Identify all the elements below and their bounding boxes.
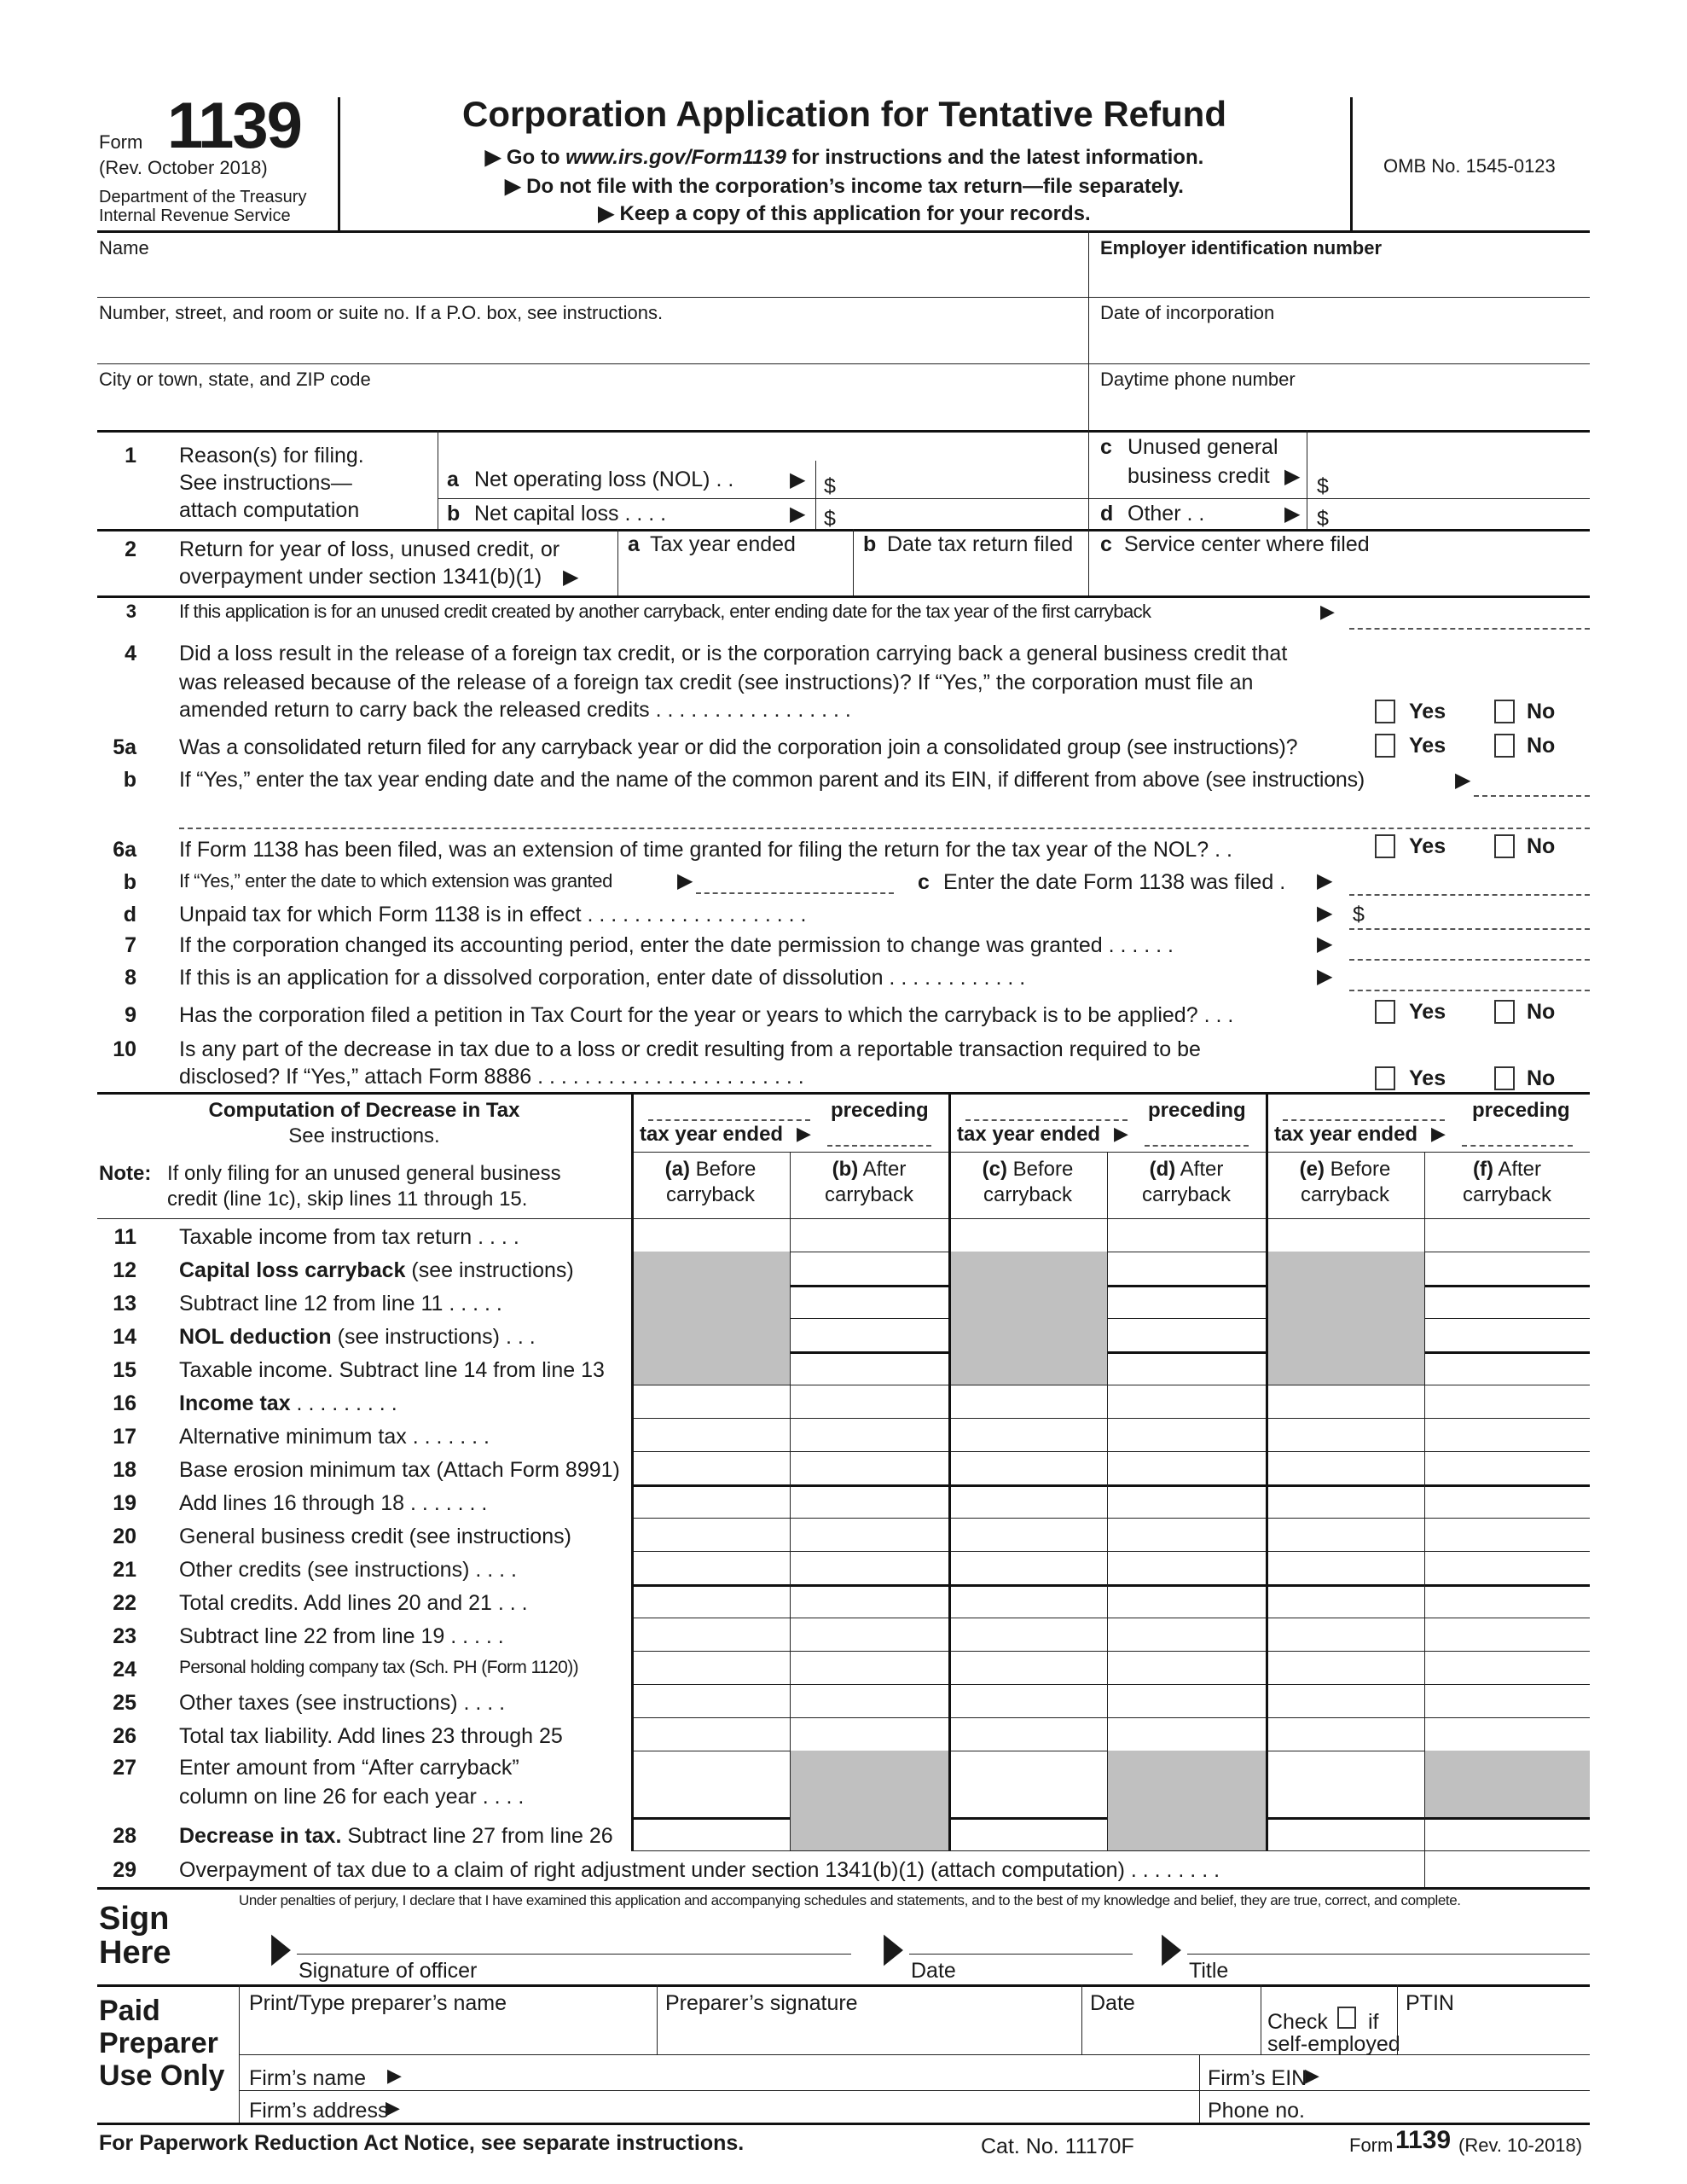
line-28-col-a-input[interactable] [635,1819,786,1849]
line-19-col-d-input[interactable] [1110,1486,1262,1516]
form-number: 1139 [167,90,301,162]
line-19-col-f-input[interactable] [1428,1486,1586,1516]
line-17-col-f-input[interactable] [1428,1420,1586,1449]
arrow-icon [387,2065,402,2087]
line-14-col-f-input[interactable] [1428,1320,1586,1350]
ein-input[interactable] [1100,261,1586,295]
officer-title-input[interactable] [1187,1921,1586,1952]
line-number: 25 [113,1691,136,1715]
firm-phone-input[interactable] [1305,2094,1586,2121]
city-label: City or town, state, and ZIP code [99,369,371,390]
preparer-date-input[interactable] [1090,2018,1252,2049]
line-description: Total tax liability. Add lines 23 through 25 [179,1724,563,1748]
tax-year-ended-label: tax year ended [1274,1123,1418,1146]
phone-input[interactable] [1100,392,1586,427]
line-13-col-b-input[interactable] [793,1287,945,1316]
line-17-col-c-input[interactable] [952,1420,1104,1449]
other-label: Other . . [1128,502,1205,526]
officer-date-input[interactable] [909,1921,1133,1952]
line-20-col-a-input[interactable] [635,1519,786,1549]
line-27-col-c-input[interactable] [952,1752,1104,1815]
line-number: 16 [113,1391,136,1415]
line-15-col-d-input[interactable] [1110,1353,1262,1383]
line-description: Subtract line 22 from line 19 . . . . . [179,1624,504,1648]
dollar-sign: $ [1353,903,1365,926]
line-17-col-b-input[interactable] [793,1420,945,1449]
line-number: 11 [113,1225,136,1249]
arrow-icon [505,175,520,198]
arrow-icon [1305,2065,1319,2087]
form-label: Form [99,131,143,153]
incorporation-date-label: Date of incorporation [1100,302,1275,323]
line-description: Other credits (see instructions) . . . . [179,1558,517,1582]
table-row [97,1651,1590,1684]
line-description: Taxable income from tax return . . . . [179,1225,519,1249]
line-27-col-e-input[interactable] [1269,1752,1421,1815]
street-input[interactable] [99,326,1080,360]
line-21-col-f-input[interactable] [1428,1553,1586,1583]
line-number: 21 [113,1558,136,1582]
q10-no-checkbox[interactable] [1494,1066,1515,1090]
line-14-col-b-input[interactable] [793,1320,945,1350]
incorporation-date-input[interactable] [1100,326,1586,360]
line-24-col-c-input[interactable] [952,1653,1104,1682]
line-16-col-c-input[interactable] [952,1386,1104,1416]
line-29-text: Overpayment of tax due to a claim of right adjustment under section 1341(b)(1) (attach computation) . . . . . . . . [179,1858,1220,1882]
phone-label: Daytime phone number [1100,369,1296,390]
paperwork-notice: For Paperwork Reduction Act Notice, see separate instructions. [99,2131,745,2155]
arrow-icon [1162,1925,1181,1972]
arrow-icon [797,1123,811,1145]
table-row [97,1717,1590,1751]
line-25-col-e-input[interactable] [1269,1686,1421,1716]
preceding-label: preceding [831,1099,929,1122]
line-15-col-b-input[interactable] [793,1353,945,1383]
unused-credit-amount-input[interactable] [1336,466,1583,497]
tax-year-ended-input[interactable] [827,1123,931,1145]
computation-title: Computation of Decrease in Tax [208,1099,520,1122]
line-22-col-e-input[interactable] [1269,1586,1421,1616]
line-26-col-e-input[interactable] [1269,1719,1421,1749]
line-number: 19 [113,1491,136,1515]
line-28-col-e-input[interactable] [1269,1819,1421,1849]
first-carryback-date-input[interactable] [1349,602,1590,628]
line-18-col-b-input[interactable] [793,1453,945,1483]
arrow-icon [677,868,693,893]
line-20-col-d-input[interactable] [1110,1519,1262,1549]
unused-credit-label: Unused general [1128,435,1278,459]
line-number: 18 [113,1458,136,1482]
line-description: General business credit (see instructions) [179,1525,571,1548]
year-group-header [948,1092,1266,1150]
line-22-col-b-input[interactable] [793,1586,945,1616]
preceding-label: preceding [1472,1099,1570,1122]
capital-loss-label: Net capital loss . . . . [474,502,667,526]
form-1138-filed-date-input[interactable] [1349,867,1590,892]
shaded-cell [948,1351,1107,1385]
line-28-col-c-input[interactable] [952,1819,1104,1849]
line-26-col-f-input[interactable] [1428,1719,1586,1749]
line-description: Decrease in tax. Subtract line 27 from line 26 [179,1824,613,1848]
line-24-col-e-input[interactable] [1269,1653,1421,1682]
line-26-col-d-input[interactable] [1110,1719,1262,1749]
line-number: 28 [113,1824,136,1848]
catalog-number: Cat. No. 11170F [981,2135,1134,2158]
column-header: (c) Before carryback [982,1158,1074,1206]
line-11-col-d-input[interactable] [1110,1220,1262,1250]
line-21-col-b-input[interactable] [793,1553,945,1583]
table-row [97,1285,1590,1318]
shaded-cell [631,1351,790,1385]
table-row [97,1418,1590,1451]
column-header: (b) After carryback [824,1158,914,1206]
extension-date-input[interactable] [696,867,894,892]
arrow-icon [884,1925,903,1972]
line-24-col-d-input[interactable] [1110,1653,1262,1682]
line-18-col-c-input[interactable] [952,1453,1104,1483]
line-24-col-a-input[interactable] [635,1653,786,1682]
line-19-col-c-input[interactable] [952,1486,1104,1516]
line-20-col-b-input[interactable] [793,1519,945,1549]
line-description: Other taxes (see instructions) . . . . [179,1691,506,1715]
ptin-input[interactable] [1406,2018,1586,2049]
line-18-col-d-input[interactable] [1110,1453,1262,1483]
tax-year-ended-input[interactable] [1462,1123,1573,1145]
line-16-col-a-input[interactable] [635,1386,786,1416]
shaded-cell [631,1318,790,1351]
note-label: Note: [99,1162,152,1185]
line-18-col-f-input[interactable] [1428,1453,1586,1483]
table-row [97,1751,1590,1817]
shaded-cell [948,1252,1107,1285]
column-header: (e) Before carryback [1299,1158,1391,1206]
line-number: 23 [113,1624,136,1648]
q5a-yes-checkbox[interactable] [1375,734,1395,758]
department-line2: Internal Revenue Service [99,206,291,225]
arrow-icon [790,502,805,526]
officer-signature-input[interactable] [297,1921,851,1952]
table-row [97,1817,1590,1850]
arrow-icon [271,1925,291,1972]
computation-subtitle: See instructions. [288,1124,440,1147]
arrow-icon [1284,464,1300,489]
table-row [97,1318,1590,1351]
line-26-col-c-input[interactable] [952,1719,1104,1749]
column-header: (f) After carryback [1462,1158,1552,1206]
line-description: Alternative minimum tax . . . . . . . [179,1425,490,1449]
line-22-col-f-input[interactable] [1428,1586,1586,1616]
shaded-cell [1266,1252,1424,1285]
line-28-col-f-input[interactable] [1428,1819,1586,1849]
line-27-col-a-input[interactable] [635,1752,786,1815]
line-number: 14 [113,1325,136,1349]
shaded-cell [1107,1751,1266,1817]
year-group-header [631,1092,948,1150]
q10-yes-checkbox[interactable] [1375,1066,1395,1090]
line-17-col-d-input[interactable] [1110,1420,1262,1449]
table-row [97,1484,1590,1518]
other-amount-input[interactable] [1336,500,1583,529]
line-description-cont: column on line 26 for each year . . . . [179,1785,525,1809]
date-return-filed-input[interactable] [863,560,1080,590]
firm-address-input[interactable] [413,2094,1189,2121]
line-description: Total credits. Add lines 20 and 21 . . . [179,1591,528,1615]
table-row [97,1351,1590,1385]
line-22-col-c-input[interactable] [952,1586,1104,1616]
line-20-col-e-input[interactable] [1269,1519,1421,1549]
shaded-cell [1266,1285,1424,1318]
line-11-col-b-input[interactable] [793,1220,945,1250]
line-25-col-a-input[interactable] [635,1686,786,1716]
form-title: Corporation Application for Tentative Refund [462,94,1226,134]
line-number: 15 [113,1358,136,1382]
arrow-icon [598,202,613,225]
preparer-signature-input[interactable] [665,2018,1073,2049]
unpaid-tax-input[interactable] [1368,901,1590,926]
line-13-col-d-input[interactable] [1110,1287,1262,1316]
shaded-cell [631,1252,790,1285]
shaded-cell [1266,1351,1424,1385]
line-14-col-d-input[interactable] [1110,1320,1262,1350]
table-row [97,1584,1590,1618]
perjury-statement: Under penalties of perjury, I declare that I have examined this application and accompanying schedules and statements, and to the best of my knowledge and belief, they are true, correct, and complete. [239,1892,1461,1908]
column-header: (a) Before carryback [664,1158,757,1206]
nol-amount-input[interactable] [841,466,1080,497]
shaded-cell [948,1285,1107,1318]
shaded-cell [948,1318,1107,1351]
q9-no-checkbox[interactable] [1494,1000,1515,1024]
line-number: 22 [113,1591,136,1615]
line-13-col-f-input[interactable] [1428,1287,1586,1316]
preparer-name-input[interactable] [249,2018,648,2049]
arrow-icon [485,146,501,169]
arrow-icon [1455,768,1470,793]
table-row [97,1684,1590,1717]
dollar-sign: $ [1317,474,1329,498]
accounting-period-date-input[interactable] [1349,932,1590,957]
shaded-cell [1107,1817,1266,1850]
line-23-col-d-input[interactable] [1110,1619,1262,1649]
department-line1: Department of the Treasury [99,188,307,206]
shaded-cell [1424,1751,1590,1817]
line-19-col-b-input[interactable] [793,1486,945,1516]
line-18-col-a-input[interactable] [635,1453,786,1483]
line-12-col-d-input[interactable] [1110,1253,1262,1283]
tax-year-ended-label: tax year ended [640,1123,784,1146]
line-number: 13 [113,1292,136,1316]
q6a-yes-checkbox[interactable] [1375,834,1395,858]
arrow-icon [1320,601,1335,623]
firm-name-input[interactable] [413,2059,1189,2087]
table-row [97,1218,1590,1252]
line-description: Taxable income. Subtract line 14 from line 13 [179,1358,605,1382]
table-row [97,1551,1590,1584]
line-21-col-e-input[interactable] [1269,1553,1421,1583]
service-center-input[interactable] [1100,560,1583,590]
line-24-col-b-input[interactable] [793,1653,945,1682]
line-number: 27 [113,1756,136,1780]
q5a-no-checkbox[interactable] [1494,734,1515,758]
capital-loss-amount-input[interactable] [841,500,1080,529]
line-17-col-e-input[interactable] [1269,1420,1421,1449]
line-23-col-f-input[interactable] [1428,1619,1586,1649]
line-29-amount-input[interactable] [1433,1853,1586,1884]
street-label: Number, street, and room or suite no. If a P.O. box, see instructions. [99,302,664,323]
tax-year-ended-input[interactable] [628,560,841,590]
line-description: Income tax . . . . . . . . . [179,1391,397,1415]
q9-yes-checkbox[interactable] [1375,1000,1395,1024]
line-25-col-b-input[interactable] [793,1686,945,1716]
year-group-header [1266,1092,1590,1150]
column-header: (d) After carryback [1141,1158,1232,1206]
preceding-label: preceding [1148,1099,1246,1122]
arrow-icon [1317,901,1332,926]
line-number: 12 [113,1258,136,1282]
q6a-no-checkbox[interactable] [1494,834,1515,858]
table-row [97,1252,1590,1285]
shaded-cell [1266,1318,1424,1351]
omb-number: OMB No. 1545-0123 [1383,155,1556,177]
q4-no-checkbox[interactable] [1494,700,1515,723]
line-20-col-f-input[interactable] [1428,1519,1586,1549]
line-19-col-a-input[interactable] [635,1486,786,1516]
line-15-col-f-input[interactable] [1428,1353,1586,1383]
dissolution-date-input[interactable] [1349,962,1590,988]
firm-ein-input[interactable] [1327,2059,1586,2087]
line-16-col-e-input[interactable] [1269,1386,1421,1416]
line-description: NOL deduction (see instructions) . . . [179,1325,536,1349]
line-25-col-c-input[interactable] [952,1686,1104,1716]
instruction-website: ▶ Go to www.irs.gov/Form1139 for instructions and the latest information. [341,145,1348,170]
common-parent-input[interactable] [179,799,1586,826]
line-description: Personal holding company tax (Sch. PH (Form 1120)) [179,1658,578,1677]
instruction-separate: ▶ Do not file with the corporation’s income tax return—file separately. [341,174,1348,199]
line-26-col-b-input[interactable] [793,1719,945,1749]
line-number: 26 [113,1724,136,1748]
line-19-col-e-input[interactable] [1269,1486,1421,1516]
tax-year-ended-label: tax year ended [957,1123,1101,1146]
line-21-col-a-input[interactable] [635,1553,786,1583]
table-row [97,1451,1590,1484]
line-16-col-f-input[interactable] [1428,1386,1586,1416]
line-23-col-c-input[interactable] [952,1619,1104,1649]
line-22-col-a-input[interactable] [635,1586,786,1616]
arrow-icon [1317,932,1332,956]
line-25-col-f-input[interactable] [1428,1686,1586,1716]
line-11-col-e-input[interactable] [1269,1220,1421,1250]
sign-heading-2: Here [99,1935,171,1971]
line-23-col-a-input[interactable] [635,1619,786,1649]
line-21-col-c-input[interactable] [952,1553,1104,1583]
footer-form-number: 1139 [1395,2126,1452,2154]
shaded-cell [631,1285,790,1318]
arrow-icon [1114,1123,1128,1145]
line-number: 24 [113,1658,136,1682]
table-row [97,1385,1590,1418]
line-24-col-f-input[interactable] [1428,1653,1586,1682]
line-17-col-a-input[interactable] [635,1420,786,1449]
q4-yes-checkbox[interactable] [1375,700,1395,723]
instruction-keep-copy: ▶ Keep a copy of this application for your records. [341,201,1348,226]
arrow-icon [563,565,578,590]
arrow-icon [1317,868,1332,893]
line-23-col-b-input[interactable] [793,1619,945,1649]
line-description: Capital loss carryback (see instructions) [179,1258,574,1282]
line-26-col-a-input[interactable] [635,1719,786,1749]
arrow-icon [1284,502,1300,526]
line-20-col-c-input[interactable] [952,1519,1104,1549]
irs-link[interactable]: www.irs.gov/Form1139 [565,146,786,169]
dollar-sign: $ [824,474,836,498]
tax-year-ended-input[interactable] [1145,1123,1249,1145]
name-input[interactable] [99,261,1080,295]
ein-label: Employer identification number [1100,237,1383,258]
line-number: 20 [113,1525,136,1548]
self-employed-checkbox[interactable] [1337,2007,1356,2029]
line-21-col-d-input[interactable] [1110,1553,1262,1583]
line-12-col-b-input[interactable] [793,1253,945,1283]
line-number: 17 [113,1425,136,1449]
line-12-col-f-input[interactable] [1428,1253,1586,1283]
line-18-col-e-input[interactable] [1269,1453,1421,1483]
preceding-years-input[interactable] [1283,1095,1445,1118]
arrow-icon [1431,1123,1446,1145]
line-23-col-e-input[interactable] [1269,1619,1421,1649]
arrow-icon [790,468,805,492]
line-description: Add lines 16 through 18 . . . . . . . [179,1491,488,1515]
preceding-years-input[interactable] [965,1095,1128,1118]
preceding-years-input[interactable] [648,1095,810,1118]
line-16-col-d-input[interactable] [1110,1386,1262,1416]
dollar-sign: $ [1317,507,1329,531]
line-11-col-f-input[interactable] [1428,1220,1586,1250]
sign-heading-1: Sign [99,1901,170,1937]
form-revision: (Rev. October 2018) [99,157,268,178]
city-input[interactable] [99,392,1080,427]
line-description: Enter amount from “After carryback” [179,1756,519,1780]
nol-label: Net operating loss (NOL) . . [474,468,734,491]
arrow-icon [1317,964,1332,989]
line-29-number: 29 [113,1858,136,1882]
shaded-cell [790,1751,948,1817]
line-11-col-c-input[interactable] [952,1220,1104,1250]
line-description: Subtract line 12 from line 11 . . . . . [179,1292,502,1316]
line-11-col-a-input[interactable] [635,1220,786,1250]
line-25-col-d-input[interactable] [1110,1686,1262,1716]
name-label: Name [99,237,149,258]
arrow-icon [386,2097,400,2119]
shaded-cell [790,1817,948,1850]
dollar-sign: $ [824,507,836,531]
line-description: Base erosion minimum tax (Attach Form 8991) [179,1458,620,1482]
line-16-col-b-input[interactable] [793,1386,945,1416]
table-row [97,1518,1590,1551]
line-22-col-d-input[interactable] [1110,1586,1262,1616]
table-row [97,1618,1590,1651]
